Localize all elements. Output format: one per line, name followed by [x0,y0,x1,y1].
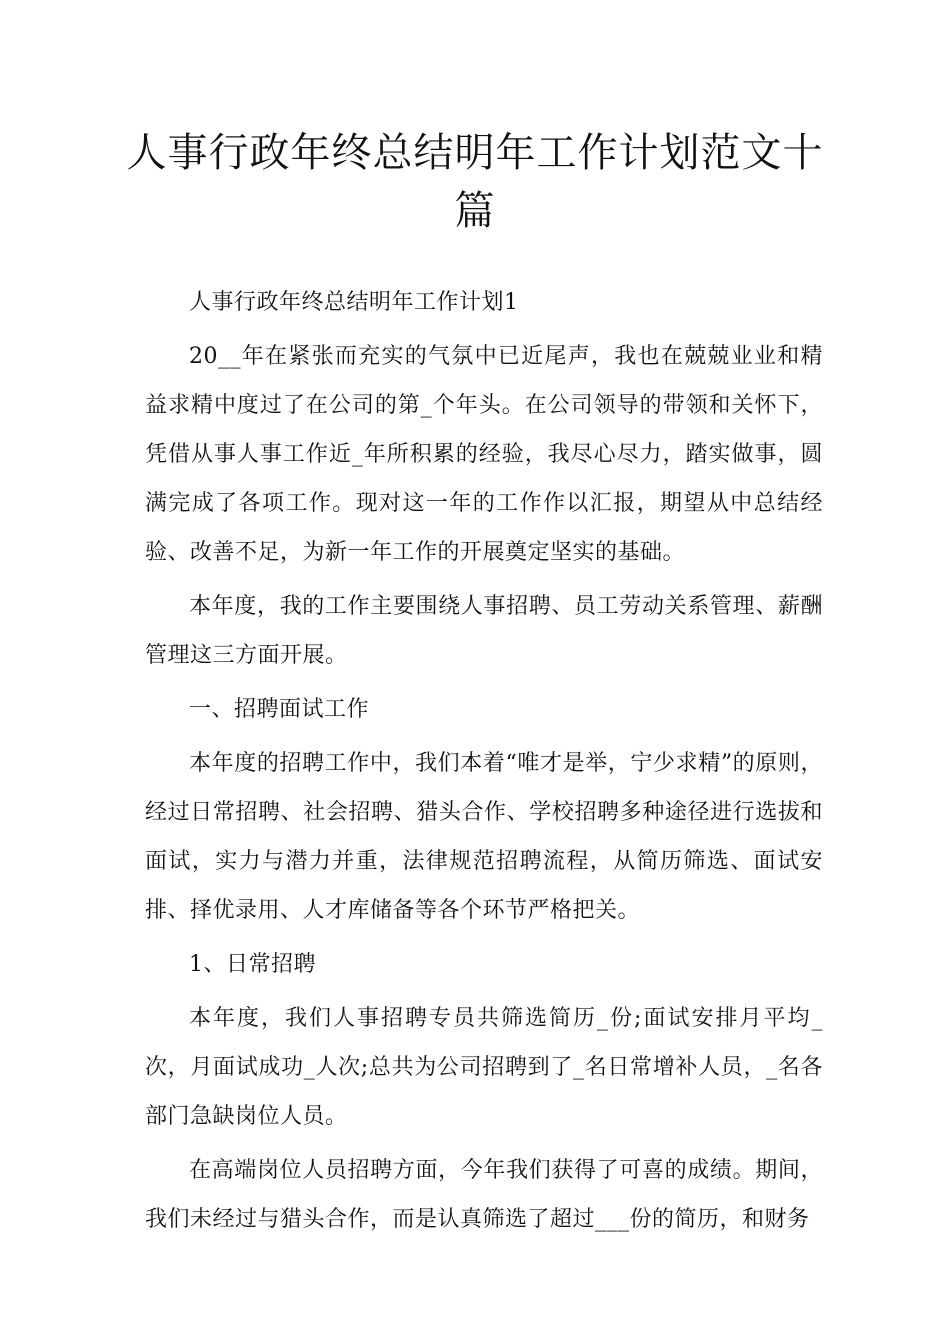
paragraph: 本年度的招聘工作中，我们本着“唯才是举，宁少求精”的原则，经过日常招聘、社会招聘、猎头合作、学校招聘多种途径进行选拔和面试，实力与潜力并重，法律规范招聘流程，从简历筛选、面试安排、择优录用、人才库储备等各个环节严格把关。 [145,751,823,923]
section-heading: 一、招聘面试工作 [189,697,370,722]
subsection-heading: 1、日常招聘 [189,952,316,977]
paragraph: 在高端岗位人员招聘方面，今年我们获得了可喜的成绩。期间，我们未经过与猎头合作，而是认真筛选了超过___份的简历，和财务 [145,1158,823,1232]
paragraph: 本年度，我们人事招聘专员共筛选简历_份;面试安排月平均_次，月面试成功_人次;总共为公司招聘到了_名日常增补人员，_名各部门急缺岗位人员。 [145,1006,823,1129]
paragraph: 本年度，我的工作主要围绕人事招聘、员工劳动关系管理、薪酬管理这三方面开展。 [145,594,823,668]
section-heading: 人事行政年终总结明年工作计划1 [189,290,519,315]
document-title: 人事行政年终总结明年工作计划范文十篇 [126,130,824,234]
paragraph: 20__年在紧张而充实的气氛中已近尾声，我也在兢兢业业和精益求精中度过了在公司的第_个年头。在公司领导的带领和关怀下，凭借从事人事工作近_年所积累的经验，我尽心尽力，踏实做事，圆满完成了各项工作。现对这一年的工作作以汇报，期望从中总结经验、改善不足，为新一年工作的开展奠定坚实的基础。 [145,344,823,565]
document-body [145,278,823,1249]
